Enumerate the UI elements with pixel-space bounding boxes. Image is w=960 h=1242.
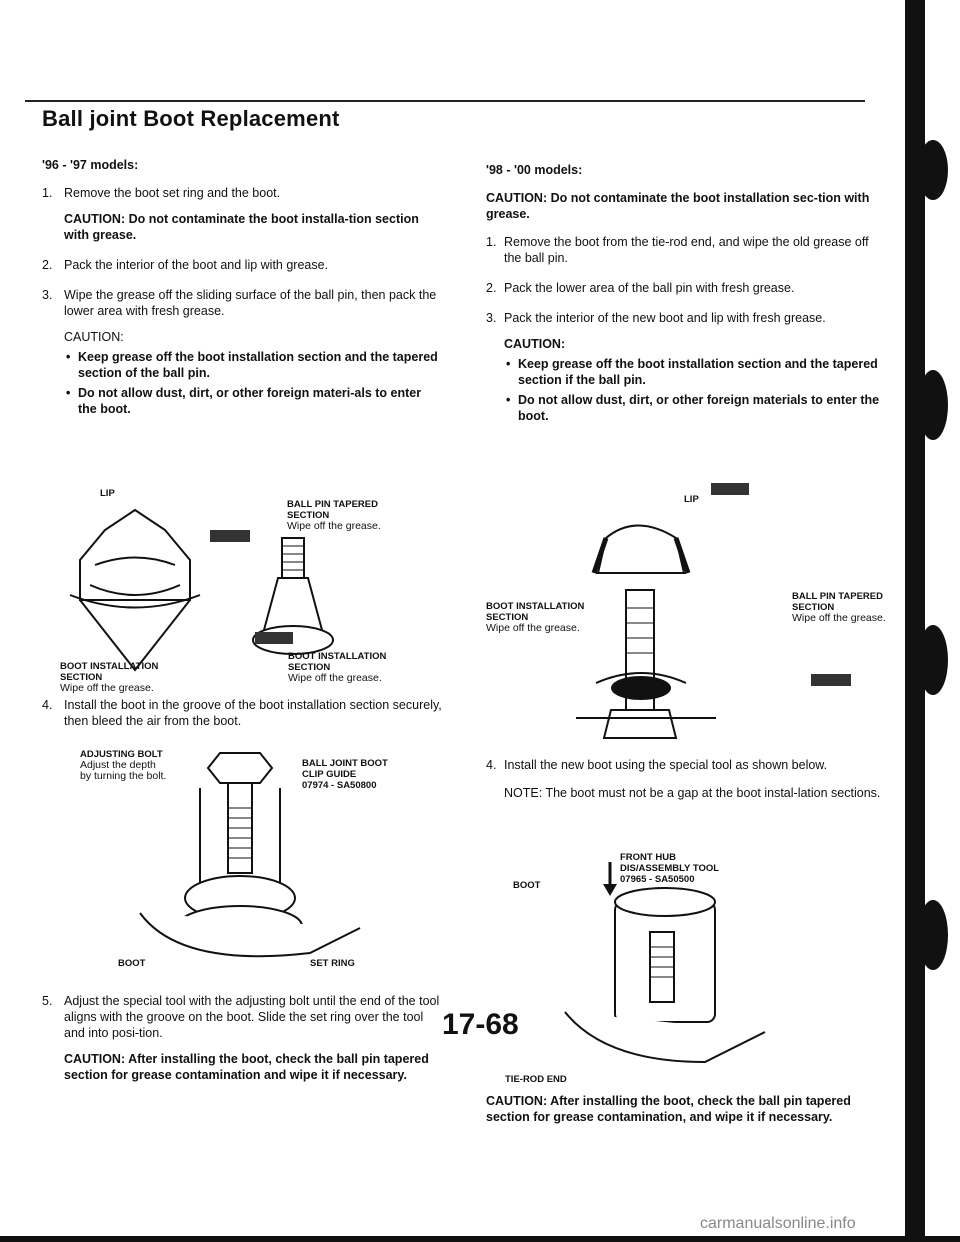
grease-icon	[811, 674, 851, 686]
left-models-heading: '96 - '97 models:	[42, 158, 139, 172]
grease-icon	[210, 530, 250, 542]
left-column	[42, 157, 442, 431]
left-step-3: 3. Wipe the grease off the sliding surface of the ball pin, then pack the lower area with fresh grease. CAUTION: • Keep grease off the boot installation section and the tapered section of the ball pin. • Do not allow dust, dirt, or other foreign materi-als to enter the boot.	[64, 287, 442, 417]
edge-tab	[918, 625, 948, 695]
right-step-1: 1. Remove the boot from the tie-rod end, and wipe the old grease off the ball pin.	[486, 235, 869, 265]
page-title: Ball joint Boot Replacement	[42, 106, 340, 131]
right-bullet-2: • Do not allow dust, dirt, or other foreign materials to enter the boot.	[518, 392, 886, 424]
right-column: '98 - '00 models: CAUTION: Do not contaminate the boot installation sec-tion with grease. 1. Remove the boot from the tie-rod end, and wipe the old grease off the ball pin. 2. Pack the lower area of the ball pin with fresh grease. 3. Pack the interior of the new boot and lip with fresh grease. CAUTION: • Keep grease off the boot installation section and the tapered section if the ball pin. • Do not allow dust, dirt, or other foreign materials to enter the boot.	[486, 162, 886, 438]
watermark: carmanualsonline.info	[700, 1215, 856, 1232]
header-rule	[25, 100, 865, 102]
right-models-heading: '98 - '00 models:	[486, 163, 583, 177]
left-bullet-1: • Keep grease off the boot installation section and the tapered section of the ball pin.	[78, 349, 442, 381]
left-tool-figure: ADJUSTING BOLT Adjust the depth by turning the bolt. BALL JOINT BOOT CLIP GUIDE 07974 - SA50800 BOOT SET RING	[80, 738, 440, 988]
hub-tool-illustration	[505, 862, 885, 1082]
right-step-2: 2. Pack the lower area of the ball pin with fresh grease.	[486, 281, 795, 295]
right-caution-final: CAUTION: After installing the boot, check the ball pin tapered section for grease contamination, and wipe it if necessary.	[486, 1094, 851, 1124]
left-step-4: 4. Install the boot in the groove of the boot installation section securely, then bleed the air from the boot.	[42, 698, 442, 728]
right-boot-figure: LIP BOOT INSTALLATION SECTION Wipe off the grease. BALL PIN TAPERED SECTION Wipe off the grease.	[486, 478, 896, 748]
left-step-5: 5. Adjust the special tool with the adjusting bolt until the end of the tool aligns with the groove on the boot. Slide the set ring over the tool and into posi-tion. CAUTION: After installing the boot, check the ball pin tapered section for grease contamination and wipe it if necessary.	[42, 994, 440, 1082]
left-step-2: 2. Pack the interior of the boot and lip with grease.	[42, 258, 329, 272]
left-step-1: 1. Remove the boot set ring and the boot. CAUTION: Do not contaminate the boot installa-tion section with grease.	[42, 186, 419, 242]
grease-icon	[711, 483, 749, 495]
edge-tab	[918, 900, 948, 970]
right-step-3: 3. Pack the interior of the new boot and lip with fresh grease. CAUTION: • Keep grease off the boot installation section and the tapered section if the ball pin. • Do not allow dust, dirt, or other foreign materials to enter the boot.	[504, 310, 886, 424]
right-bullet-1: • Keep grease off the boot installation section and the tapered section if the ball pin.	[518, 356, 886, 388]
right-tool-figure: FRONT HUB DIS/ASSEMBLY TOOL 07965 - SA50500 BOOT TIE-ROD END	[505, 862, 885, 1082]
left-boot-figure: LIP BALL PIN TAPERED SECTION Wipe off the grease. BOOT INSTALLATION SECTION Wipe off the grease. BOOT INSTALLATION SECTION Wipe off the grease.	[60, 490, 440, 690]
footer-bar	[0, 1236, 960, 1242]
edge-tab	[918, 140, 948, 200]
right-step-4: 4. Install the new boot using the special tool as shown below. NOTE: The boot must not be a gap at the boot instal-lation sections.	[486, 758, 881, 800]
page-number: 17-68	[442, 1008, 519, 1041]
left-bullet-2: • Do not allow dust, dirt, or other foreign materi-als to enter the boot.	[78, 385, 442, 417]
edge-tab	[918, 370, 948, 440]
